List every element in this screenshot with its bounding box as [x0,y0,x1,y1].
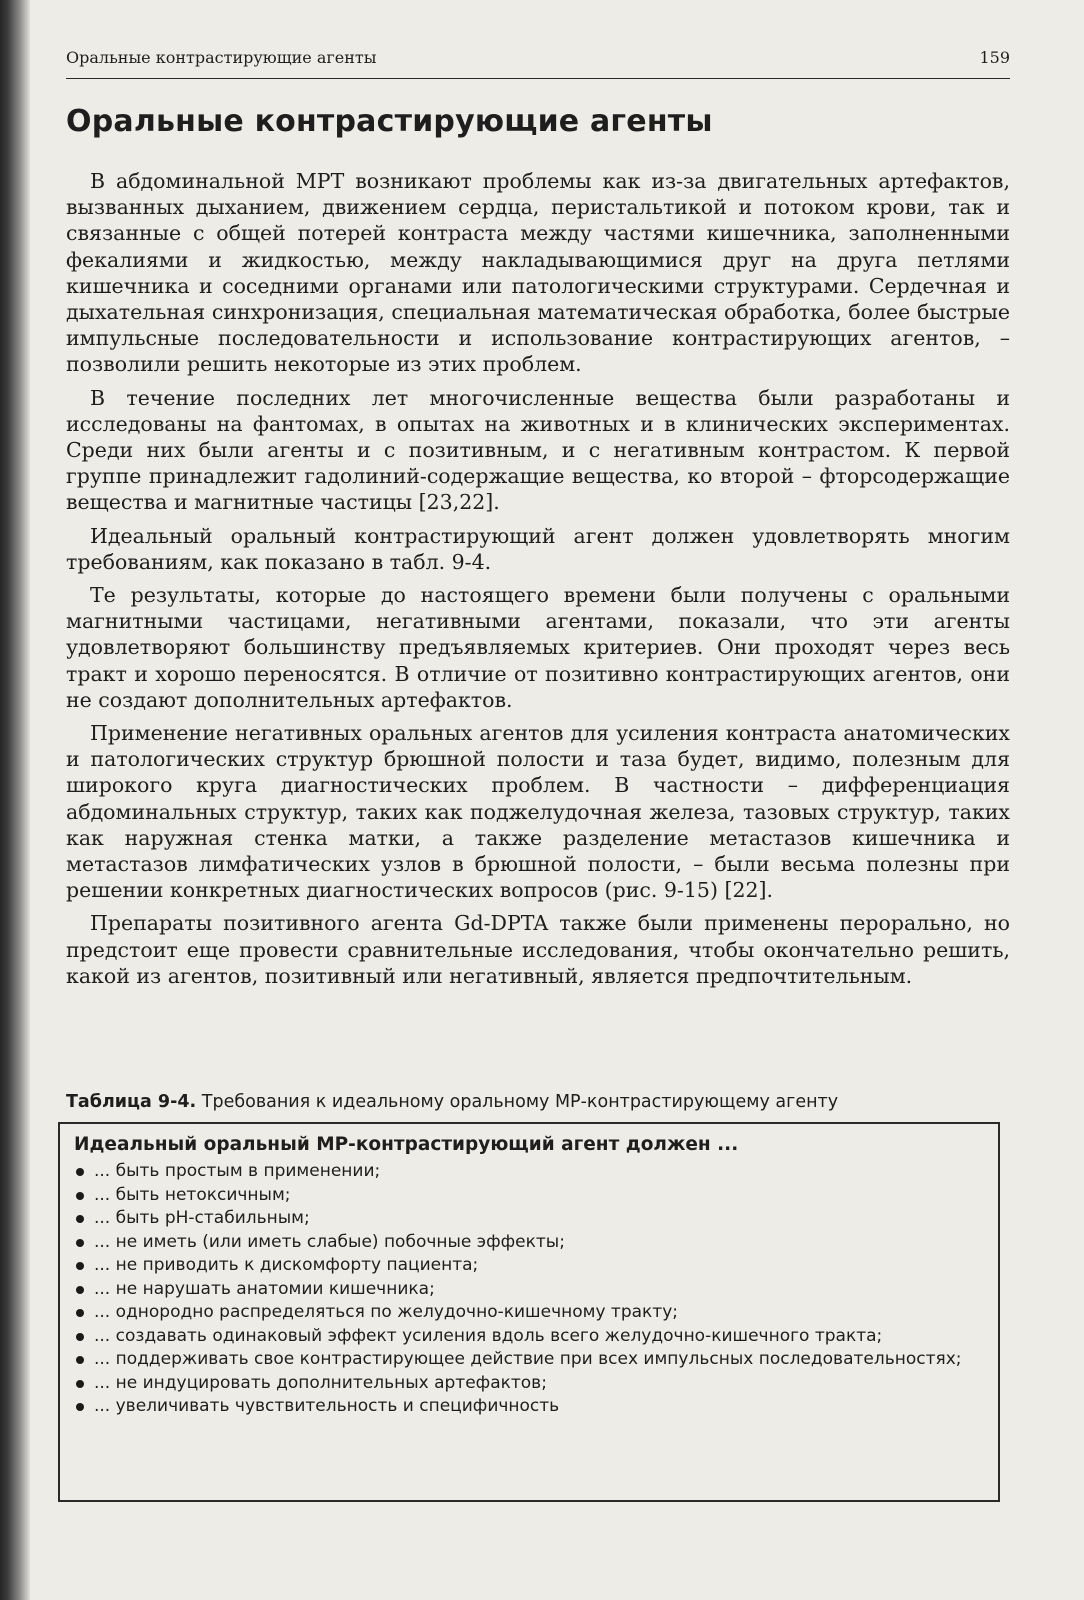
requirement-item: ... не иметь (или иметь слабые) побочные эффекты; [74,1231,986,1255]
table-caption [66,1092,1010,1112]
requirement-item: ... поддерживать свое контрастирующее действие при всех импульсных последовательностях; [74,1348,986,1372]
requirements-heading: Идеальный оральный МР-контрастирующий агент должен ... [74,1134,739,1155]
requirement-item: ... быть нетоксичным; [74,1184,986,1208]
body-text [66,168,1010,996]
paragraph: В течение последних лет многочисленные вещества были разработаны и исследованы на фантомах, в опытах на животных и в клинических экспериментах. Среди них были агенты и с позитивным, и с негативным контрастом. К первой группе принадлежит гадолиний-содержащие вещества, ко второй – фторсодержащие вещества и магнитные частицы [23,22]. [66,385,1010,515]
requirement-item: ... увеличивать чувствительность и специфичность [74,1395,986,1419]
requirement-item: ... однородно распределяться по желудочно-кишечному тракту; [74,1301,986,1325]
table-caption-text: Требования к идеальному оральному МР-контрастирующему агенту [201,1092,839,1112]
table-caption-label: Таблица 9-4. [66,1092,197,1112]
paragraph: Применение негативных оральных агентов для усиления контраста анатомических и патологических структур брюшной полости и таза будет, видимо, полезным для широкого круга диагностических проблем. В частности – дифференциация абдоминальных структур, таких как поджелудочная железа, тазовых структур, таких как наружная стенка матки, а также разделение метастазов кишечника и метастазов лимфатических узлов в брюшной полости, – были весьма полезны при решении конкретных диагностических вопросов (рис. 9-15) [22]. [66,721,1010,903]
requirement-item: ... не нарушать анатомии кишечника; [74,1278,986,1302]
book-spine-shadow [0,0,30,1600]
running-title: Оральные контрастирующие агенты [66,48,377,67]
book-page [30,0,1084,1600]
requirement-item: ... быть простым в применении; [74,1160,986,1184]
paragraph: Те результаты, которые до настоящего времени были получены с оральными магнитными частицами, негативными агентами, показали, что эти агенты удовлетворяют большинству предъявляемых критериев. Они проходят через весь тракт и хорошо переносятся. В отличие от позитивно контрастирующих агентов, они не создают дополнительных артефактов. [66,583,1010,712]
requirements-list [74,1160,986,1419]
requirement-item: ... не приводить к дискомфорту пациента; [74,1254,986,1278]
running-header [66,44,1010,79]
page-number: 159 [979,48,1010,67]
paragraph: Идеальный оральный контрастирующий агент должен удовлетворять многим требованиям, как показано в табл. 9-4. [66,523,1010,574]
section-title: Оральные контрастирующие агенты [66,104,713,139]
paragraph: В абдоминальной МРТ возникают проблемы как из-за двигательных артефактов, вызванных дыханием, движением сердца, перистальтикой и потоком крови, так и связанные с общей потерей контраста между частями кишечника, заполненными фекалиями и жидкостью, между накладывающимися друг на друга петлями кишечника и соседними органами или патологическими структурами. Сердечная и дыхательная синхронизация, специальная математическая обработка, более быстрые импульсные последовательности и использование контрастирующих агентов, – позволили решить некоторые из этих проблем. [66,169,1010,377]
requirements-table [58,1122,1000,1502]
paragraph: Препараты позитивного агента Gd-DPTA также были применены перорально, но предстоит еще провести сравнительные исследования, чтобы окончательно решить, какой из агентов, позитивный или негативный, является предпочтительным. [66,911,1010,988]
requirement-item: ... создавать одинаковый эффект усиления вдоль всего желудочно-кишечного тракта; [74,1325,986,1349]
requirement-item: ... быть pH-стабильным; [74,1207,986,1231]
requirement-item: ... не индуцировать дополнительных артефактов; [74,1372,986,1396]
